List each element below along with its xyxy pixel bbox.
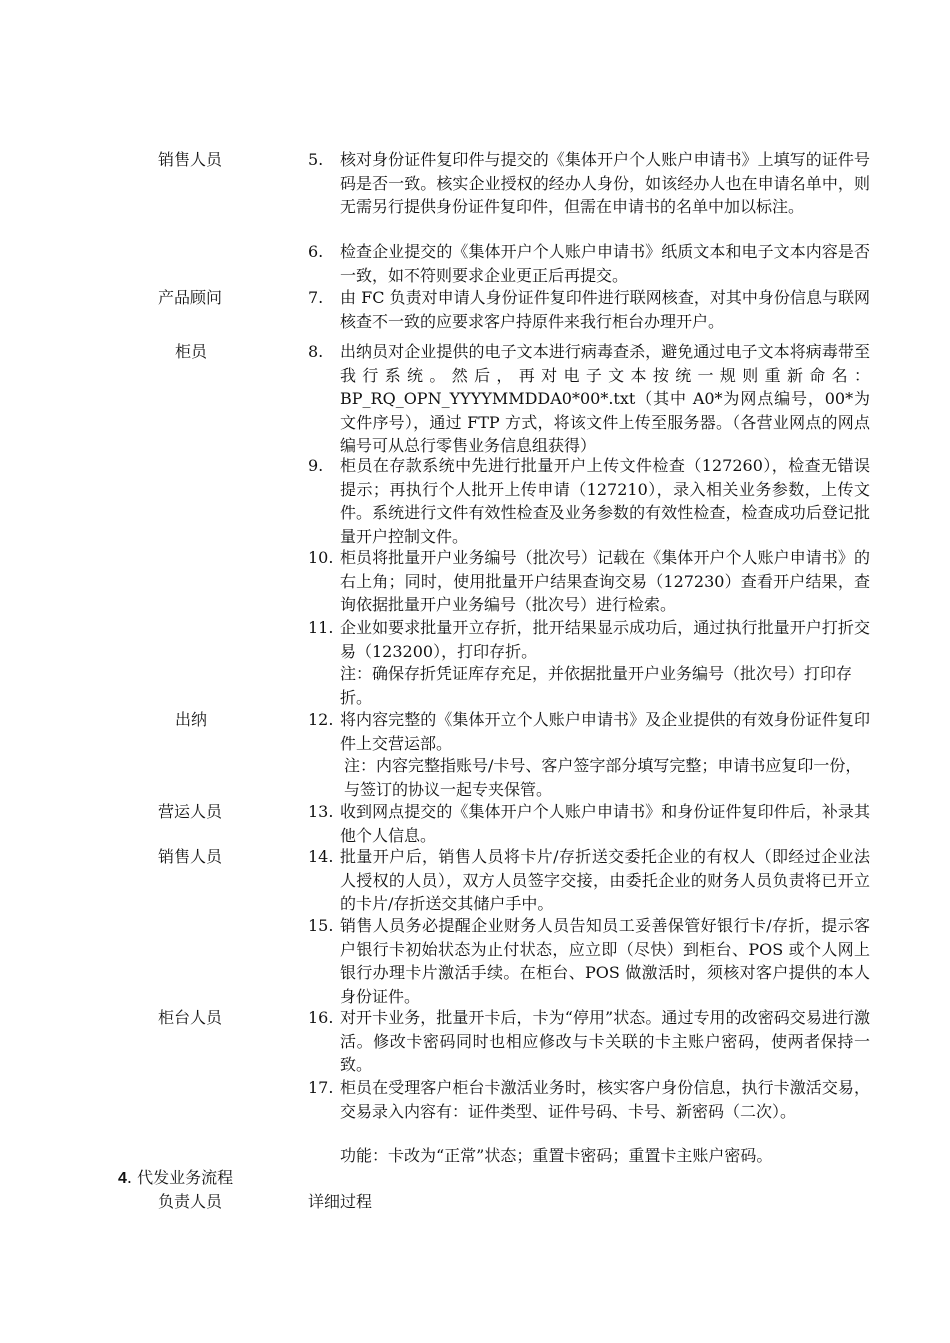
- step-number: 15.: [308, 916, 334, 935]
- role-sales: 销售人员: [158, 150, 223, 169]
- step-text: 柜员将批量开户业务编号（批次号）记载在《集体开户个人账户申请书》的右上角；同时，使用批量开户结果查询交易（127230）查看开户结果，查询依据批量开户业务编号（批次号）进行检索。: [340, 548, 870, 614]
- step-number: 14.: [308, 847, 334, 866]
- role-counter-staff: 柜台人员: [158, 1008, 223, 1027]
- table-header-responsible: 负责人员: [158, 1192, 223, 1211]
- step-number: 6.: [308, 242, 324, 261]
- step-number: 8.: [308, 342, 324, 361]
- step-number: 17.: [308, 1078, 334, 1097]
- step-text: 柜员在受理客户柜台卡激活业务时，核实客户身份信息，执行卡激活交易，交易录入内容有：证件类型、证件号码、卡号、新密码（二次）。: [340, 1078, 870, 1121]
- step-text: 柜员在存款系统中先进行批量开户上传文件检查（127260），检查无错误提示；再执行个人批开上传申请（127210），录入相关业务参数，上传文件。系统进行文件有效性检查及业务参数的有效性检查，检查成功后登记批量开户控制文件。: [340, 456, 870, 546]
- section-title: . 代发业务流程: [126, 1168, 234, 1187]
- table-header-details: 详细过程: [308, 1192, 373, 1211]
- role-operations: 营运人员: [158, 802, 223, 821]
- step-number: 7.: [308, 288, 324, 307]
- note-step-11: 注：确保存折凭证库存充足，并依据批量开户业务编号（批次号）打印存折。: [340, 664, 853, 707]
- step-number: 16.: [308, 1008, 334, 1027]
- step-text: 销售人员务必提醒企业财务人员告知员工妥善保管好银行卡/存折，提示客户银行卡初始状态为止付状态，应立即（尽快）到柜台、POS 或个人网上银行办理卡片激活手续。在柜台、POS 做激活时，须核对客户提供的本人身份证件。: [340, 916, 870, 1006]
- step-text: 企业如要求批量开立存折，批开结果显示成功后，通过执行批量开户打折交易（123200），打印存折。: [340, 618, 870, 661]
- note-step-12: 注：内容完整指账号/卡号、客户签字部分填写完整；申请书应复印一份，与签订的协议一起专夹保管。: [344, 756, 862, 799]
- step-text: 将内容完整的《集体开立个人账户申请书》及企业提供的有效身份证件复印件上交营运部。: [340, 710, 870, 753]
- step-text: 检查企业提交的《集体开户个人账户申请书》纸质文本和电子文本内容是否一致，如不符则要求企业更正后再提交。: [340, 242, 870, 285]
- step-number: 11.: [308, 618, 334, 637]
- section-number: 4: [118, 1170, 127, 1187]
- step-text: 由 FC 负责对申请人身份证件复印件进行联网核查，对其中身份信息与联网核查不一致的应要求客户持原件来我行柜台办理开户。: [340, 288, 870, 331]
- step-number: 5.: [308, 150, 324, 169]
- step-number: 10.: [308, 548, 334, 567]
- step-number: 13.: [308, 802, 334, 821]
- step-number: 9.: [308, 456, 324, 475]
- step-text: 出纳员对企业提供的电子文本进行病毒查杀，避免通过电子文本将病毒带至我行系统。然后，再对电子文本按统一规则重新命名：BP_RQ_OPN_YYYYMMDDA0*00*.txt（其中 A0*为网点编号，00*为文件序号），通过 FTP 方式，将该文件上传至服务器。（各营业网点的网点编号可从总行零售业务信息组获得）: [340, 342, 870, 455]
- step-text: 核对身份证件复印件与提交的《集体开户个人账户申请书》上填写的证件号码是否一致。核实企业授权的经办人身份，如该经办人也在申请名单中，则无需另行提供身份证件复印件，但需在申请书的名单中加以标注。: [340, 150, 870, 216]
- step-text: 收到网点提交的《集体开户个人账户申请书》和身份证件复印件后，补录其他个人信息。: [340, 802, 870, 845]
- step-text: 批量开户后，销售人员将卡片/存折送交委托企业的有权人（即经过企业法人授权的人员），双方人员签字交接，由委托企业的财务人员负责将已开立的卡片/存折送交其储户手中。: [340, 847, 870, 913]
- role-teller: 柜员: [175, 342, 208, 361]
- note-step-17: 功能：卡改为“正常”状态；重置卡密码；重置卡主账户密码。: [340, 1146, 773, 1165]
- step-text: 对开卡业务，批量开卡后，卡为“停用”状态。通过专用的改密码交易进行激活。修改卡密码同时也相应修改与卡关联的卡主账户密码，使两者保持一致。: [340, 1008, 870, 1074]
- step-number: 12.: [308, 710, 334, 729]
- role-sales-2: 销售人员: [158, 847, 223, 866]
- role-product-consultant: 产品顾问: [158, 288, 223, 307]
- section-heading: [118, 1166, 233, 1191]
- role-cashier: 出纳: [175, 710, 208, 729]
